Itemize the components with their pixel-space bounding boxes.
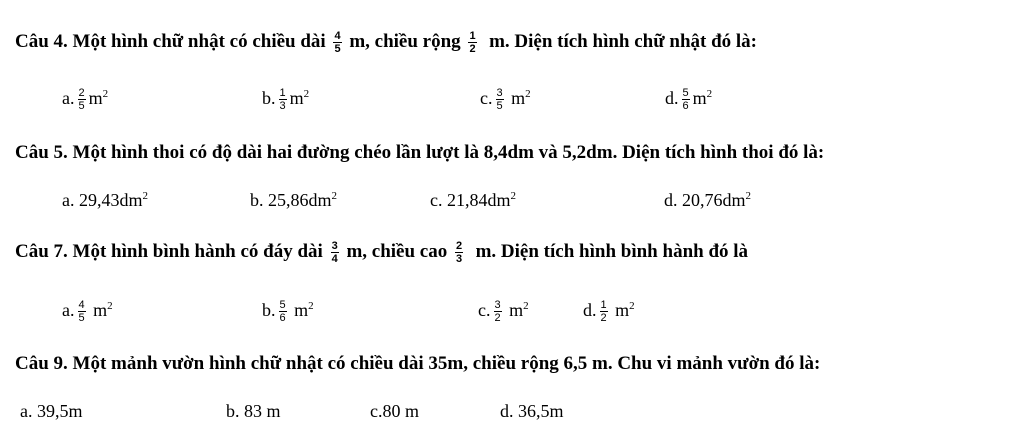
q7-option-a[interactable]: a. $\frac{4}{5}$ $m^2$ (62, 299, 113, 325)
q7-option-b[interactable]: b. $\frac{5}{6}$ $m^2$ (262, 299, 314, 325)
question-9: Câu 9. Một mảnh vườn hình chữ nhật có chiều dài 35m, chiều rộng 6,5 m. Chu vi mảnh vườn đó là: (15, 353, 821, 374)
q9-option-a[interactable]: a. 39,5m (20, 401, 83, 421)
q5-option-b[interactable]: b. $25,86dm^2$ (250, 190, 338, 210)
q5-option-c[interactable]: c. $21,84dm^2$ (430, 190, 517, 210)
q4-tail: m. Diện tích hình chữ nhật đó là: (484, 31, 758, 52)
q7-mid: m, chiều cao (346, 241, 448, 262)
question-4 (15, 30, 757, 55)
q7-option-d[interactable]: d. $\frac{1}{2}$ $m^2$ (583, 299, 635, 325)
q4-option-a[interactable]: a. $\frac{2}{5}$ $m^2$ (62, 87, 109, 113)
q5-option-a[interactable]: a. $29,43dm^2$ (62, 190, 149, 210)
q7-option-c[interactable]: c. $\frac{3}{2}$ $m^2$ (478, 299, 529, 325)
question-7 (15, 240, 748, 265)
q9-option-c[interactable]: c.80 m (370, 401, 420, 421)
q5-option-d[interactable]: d. $20,76dm^2$ (664, 190, 752, 210)
q7-lead: Câu 7. Một hình bình hành có đáy dài (15, 241, 323, 262)
q4-option-d[interactable]: d. $\frac{5}{6}$ $m^2$ (665, 87, 713, 113)
q4-option-c[interactable]: c. $\frac{3}{5}$ $m^2$ (480, 87, 531, 113)
q7-tail: m. Diện tích hình bình hành đó là (470, 241, 749, 262)
q4-mid: m, chiều rộng (349, 31, 461, 52)
q9-option-d[interactable]: d. 36,5m (500, 401, 564, 421)
q4-lead: Câu 4. Một hình chữ nhật có chiều dài (15, 31, 326, 52)
q4-length-fraction: $\frac{4}{5}$ (334, 30, 341, 56)
q7-height-fraction: $\frac{2}{3}$ (455, 240, 463, 266)
q9-option-b[interactable]: b. 83 m (226, 401, 281, 421)
q4-option-b[interactable]: b. $\frac{1}{3}$ $m^2$ (262, 87, 310, 113)
q4-width-fraction: $\frac{1}{2}$ (469, 30, 476, 56)
question-5: Câu 5. Một hình thoi có độ dài hai đường chéo lần lượt là 8,4dm và 5,2dm. Diện tích hình thoi đó là: (15, 142, 825, 163)
q7-base-fraction: $\frac{3}{4}$ (331, 240, 338, 266)
